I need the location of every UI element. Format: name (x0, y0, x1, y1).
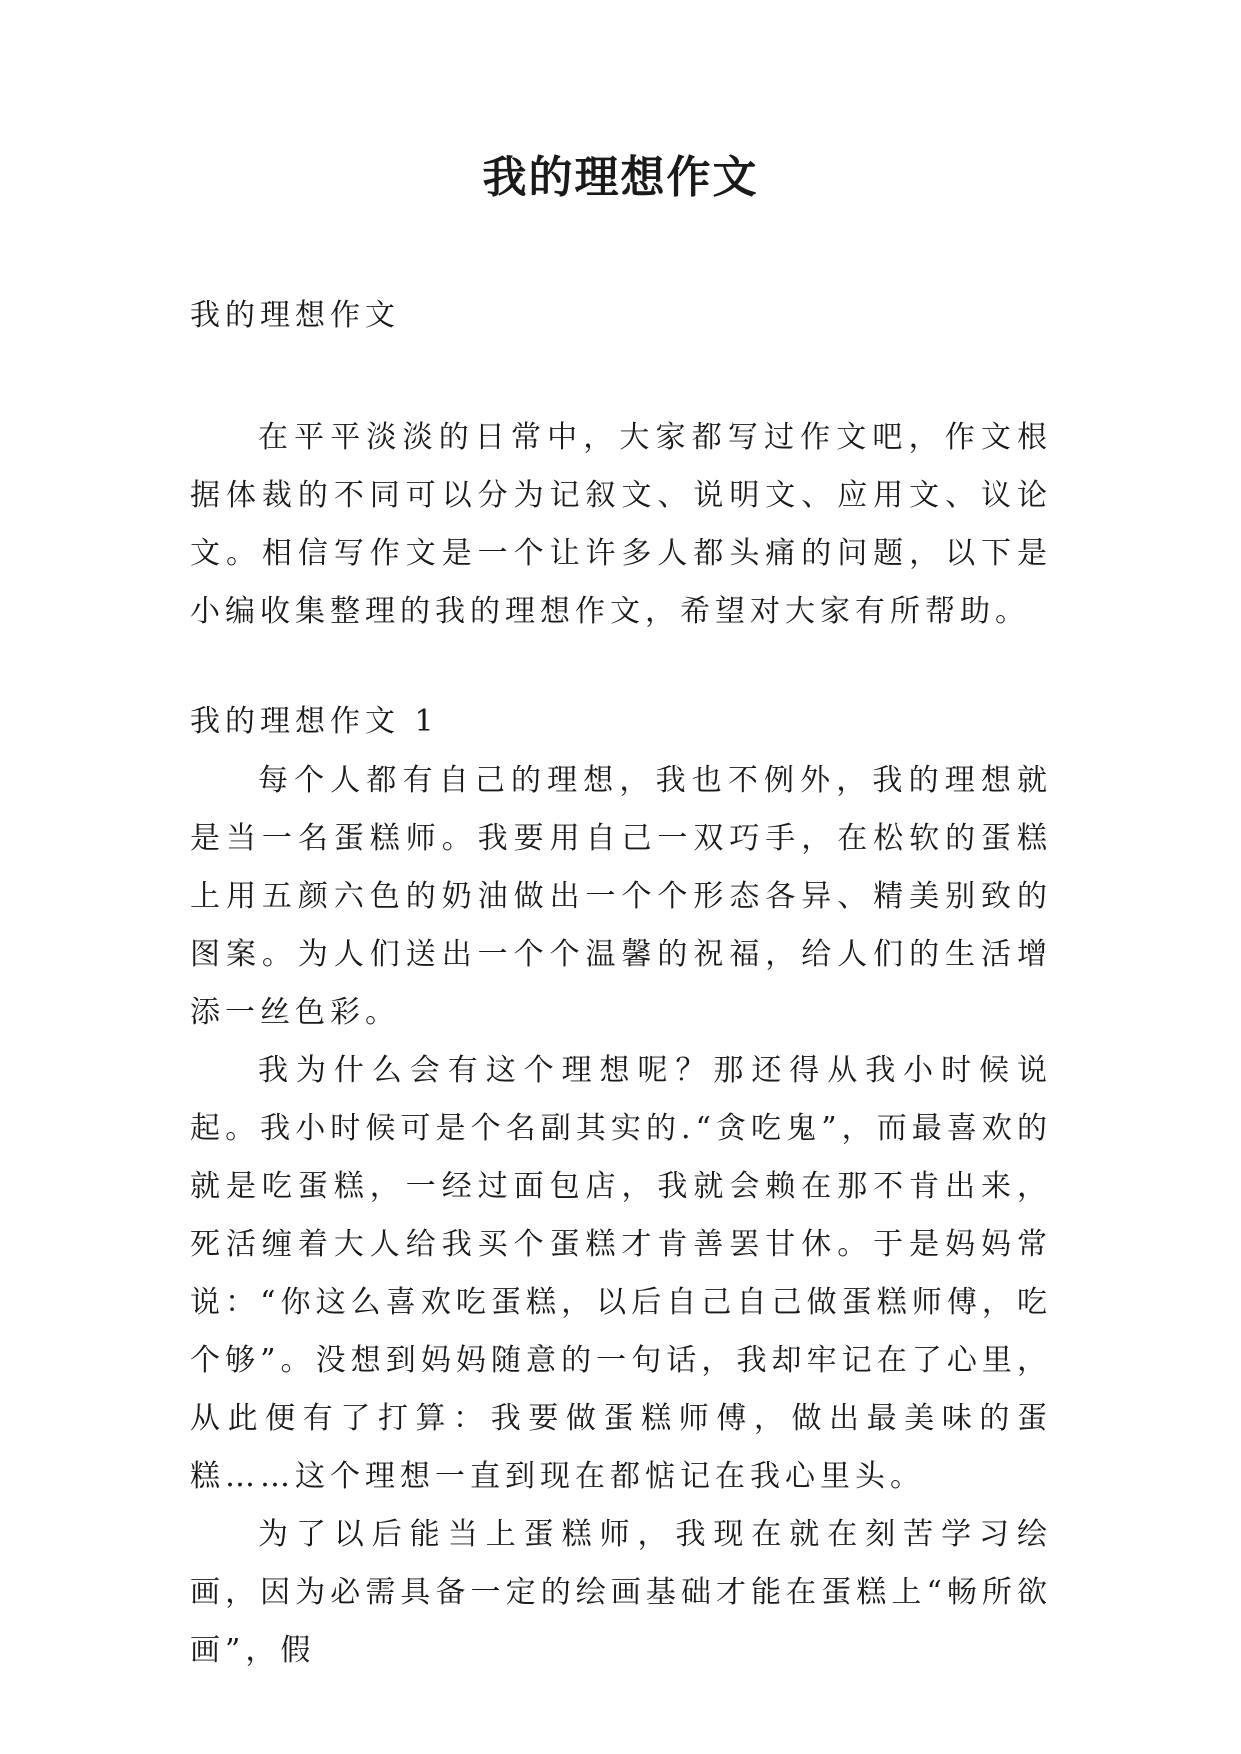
essay-paragraph: 每个人都有自己的理想，我也不例外，我的理想就是当一名蛋糕师。我要用自己一双巧手，在松软的蛋糕上用五颜六色的奶油做出一个个形态各异、精美别致的图案。为人们送出一个个温馨的祝福，给人们的生活增添一丝色彩。 (190, 763, 1052, 1030)
intro-paragraph: 在平平淡淡的日常中，大家都写过作文吧，作文根据体裁的不同可以分为记叙文、说明文、应用文、议论文。相信写作文是一个让许多人都头痛的问题，以下是小编收集整理的我的理想作文，希望对大家有所帮助。 (190, 420, 1052, 629)
document-subtitle: 我的理想作文 (190, 298, 400, 333)
essay-paragraph: 我为什么会有这个理想呢？那还得从我小时候说起。我小时候可是个名副其实的.“贪吃鬼”，而最喜欢的就是吃蛋糕，一经过面包店，我就会赖在那不肯出来，死活缠着大人给我买个蛋糕才肯善罢甘休。于是妈妈常说：“你这么喜欢吃蛋糕，以后自己自己做蛋糕师傅，吃个够”。没想到妈妈随意的一句话，我却牢记在了心里，从此便有了打算：我要做蛋糕师傅，做出最美味的蛋糕……这个理想一直到现在都惦记在我心里头。 (190, 1053, 1052, 1494)
essay-paragraph: 为了以后能当上蛋糕师，我现在就在刻苦学习绘画，因为必需具备一定的绘画基础才能在蛋糕上“畅所欲画”，假 (190, 1517, 1052, 1668)
essay-body (190, 752, 1052, 1680)
document-title: 我的理想作文 (482, 152, 759, 203)
section-heading: 我的理想作文 1 (190, 704, 439, 739)
